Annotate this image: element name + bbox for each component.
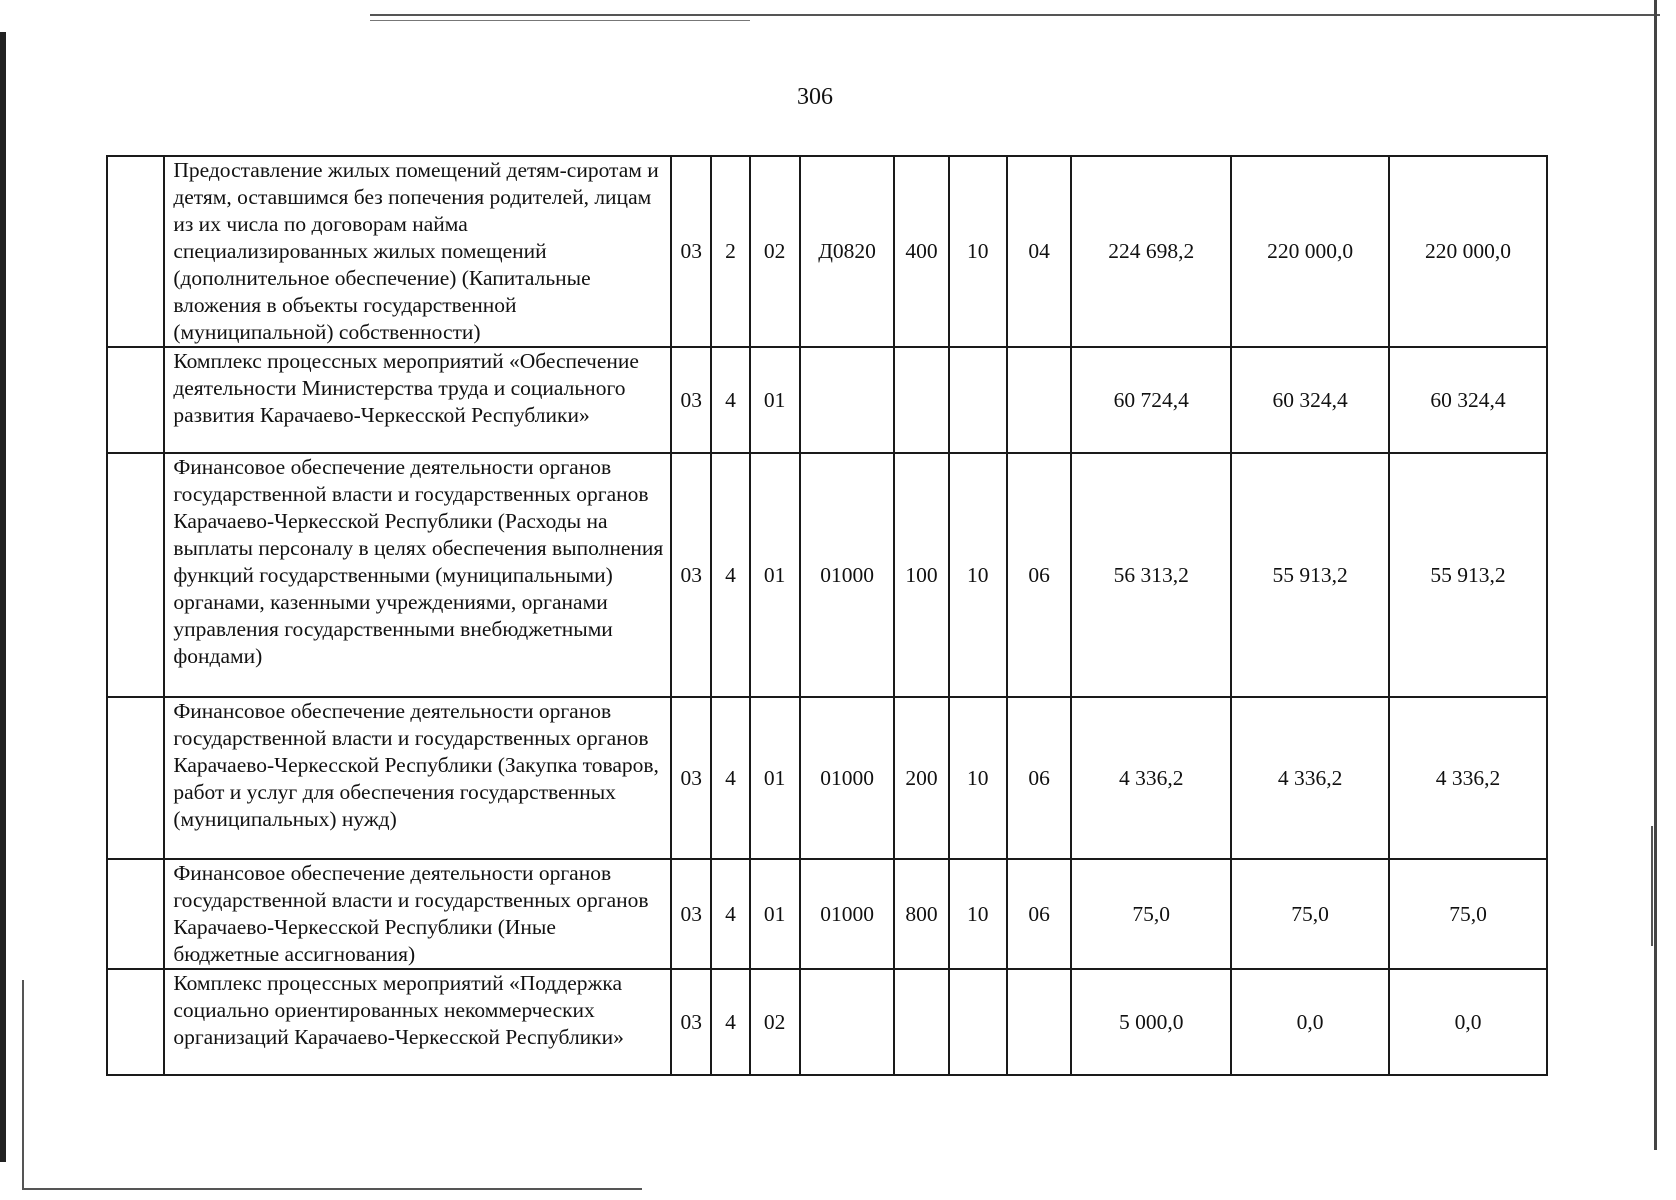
code-direction-cell: 01000: [800, 453, 895, 697]
row-number-cell: [107, 859, 164, 969]
code-expense-type-cell: 200: [894, 697, 948, 859]
row-number-cell: [107, 347, 164, 453]
code-direction-cell: [800, 347, 895, 453]
code-subsection-cell: 06: [1007, 697, 1071, 859]
amount-year2-cell: 75,0: [1231, 859, 1389, 969]
code-section-cell: 10: [949, 697, 1007, 859]
amount-year2-cell: 55 913,2: [1231, 453, 1389, 697]
code-subsection-cell: [1007, 347, 1071, 453]
amount-year3-cell: 55 913,2: [1389, 453, 1547, 697]
amount-year3-cell: 0,0: [1389, 969, 1547, 1075]
code-type-cell: 4: [711, 347, 749, 453]
row-number-cell: [107, 969, 164, 1075]
row-name-cell: Комплекс процессных мероприятий «Обеспечение деятельности Министерства труда и социального развития Карачаево-Черкесской Республики»: [164, 347, 671, 453]
code-structure-cell: 01: [750, 697, 800, 859]
amount-year1-cell: 224 698,2: [1071, 156, 1231, 347]
code-program-cell: 03: [671, 697, 711, 859]
scan-edge-right: [1654, 0, 1657, 1150]
code-subsection-cell: 06: [1007, 859, 1071, 969]
code-program-cell: 03: [671, 859, 711, 969]
code-expense-type-cell: [894, 969, 948, 1075]
table-row: [107, 453, 1547, 697]
code-direction-cell: 01000: [800, 859, 895, 969]
scan-mark-right: [1651, 826, 1653, 946]
code-structure-cell: 02: [750, 156, 800, 347]
code-section-cell: [949, 969, 1007, 1075]
table-row: [107, 347, 1547, 453]
code-type-cell: 4: [711, 969, 749, 1075]
scan-edge-top: [370, 14, 1660, 16]
code-section-cell: 10: [949, 859, 1007, 969]
code-direction-cell: 01000: [800, 697, 895, 859]
code-program-cell: 03: [671, 969, 711, 1075]
amount-year2-cell: 0,0: [1231, 969, 1389, 1075]
code-direction-cell: Д0820: [800, 156, 895, 347]
code-type-cell: 4: [711, 697, 749, 859]
code-subsection-cell: 06: [1007, 453, 1071, 697]
amount-year3-cell: 220 000,0: [1389, 156, 1547, 347]
amount-year1-cell: 5 000,0: [1071, 969, 1231, 1075]
amount-year1-cell: 75,0: [1071, 859, 1231, 969]
row-number-cell: [107, 697, 164, 859]
row-name-cell: Финансовое обеспечение деятельности органов государственной власти и государственных органов Карачаево-Черкесской Республики (Расходы на выплаты персоналу в целях обеспечения выполнения функций государственными (муниципальными) органами, казенными учреждениями, органами управления государственными внебюджетными фондами): [164, 453, 671, 697]
code-expense-type-cell: 100: [894, 453, 948, 697]
table-row: [107, 156, 1547, 347]
code-expense-type-cell: [894, 347, 948, 453]
code-type-cell: 4: [711, 453, 749, 697]
code-structure-cell: 01: [750, 453, 800, 697]
amount-year1-cell: 4 336,2: [1071, 697, 1231, 859]
code-structure-cell: 01: [750, 347, 800, 453]
code-expense-type-cell: 400: [894, 156, 948, 347]
code-section-cell: 10: [949, 156, 1007, 347]
amount-year2-cell: 60 324,4: [1231, 347, 1389, 453]
scan-edge-bottom: [22, 1188, 642, 1190]
amount-year3-cell: 75,0: [1389, 859, 1547, 969]
code-structure-cell: 01: [750, 859, 800, 969]
table-row: [107, 969, 1547, 1075]
code-section-cell: [949, 347, 1007, 453]
code-expense-type-cell: 800: [894, 859, 948, 969]
budget-table: [106, 155, 1548, 1076]
amount-year2-cell: 220 000,0: [1231, 156, 1389, 347]
row-name-cell: Финансовое обеспечение деятельности органов государственной власти и государственных органов Карачаево-Черкесской Республики (Иные бюджетные ассигнования): [164, 859, 671, 969]
scan-edge-left: [0, 32, 6, 1162]
table-row: [107, 697, 1547, 859]
amount-year3-cell: 4 336,2: [1389, 697, 1547, 859]
amount-year3-cell: 60 324,4: [1389, 347, 1547, 453]
amount-year1-cell: 56 313,2: [1071, 453, 1231, 697]
code-subsection-cell: [1007, 969, 1071, 1075]
code-type-cell: 2: [711, 156, 749, 347]
row-number-cell: [107, 156, 164, 347]
code-program-cell: 03: [671, 453, 711, 697]
amount-year2-cell: 4 336,2: [1231, 697, 1389, 859]
table-body: [107, 156, 1547, 1075]
code-program-cell: 03: [671, 347, 711, 453]
scan-edge-left-inner: [22, 980, 24, 1190]
row-name-cell: Комплекс процессных мероприятий «Поддержка социально ориентированных некоммерческих организаций Карачаево-Черкесской Республики»: [164, 969, 671, 1075]
code-type-cell: 4: [711, 859, 749, 969]
amount-year1-cell: 60 724,4: [1071, 347, 1231, 453]
row-number-cell: [107, 453, 164, 697]
code-section-cell: 10: [949, 453, 1007, 697]
code-subsection-cell: 04: [1007, 156, 1071, 347]
page-number: 306: [797, 84, 833, 110]
code-direction-cell: [800, 969, 895, 1075]
row-name-cell: Финансовое обеспечение деятельности органов государственной власти и государственных органов Карачаево-Черкесской Республики (Закупка товаров, работ и услуг для обеспечения государственных (муниципальных) нужд): [164, 697, 671, 859]
scan-edge-top-faint: [370, 20, 750, 21]
code-program-cell: 03: [671, 156, 711, 347]
row-name-cell: Предоставление жилых помещений детям-сиротам и детям, оставшимся без попечения родителей, лицам из их числа по договорам найма специализированных жилых помещений (дополнительное обеспечение) (Капитальные вложения в объекты государственной (муниципальной) собственности): [164, 156, 671, 347]
code-structure-cell: 02: [750, 969, 800, 1075]
table-row: [107, 859, 1547, 969]
